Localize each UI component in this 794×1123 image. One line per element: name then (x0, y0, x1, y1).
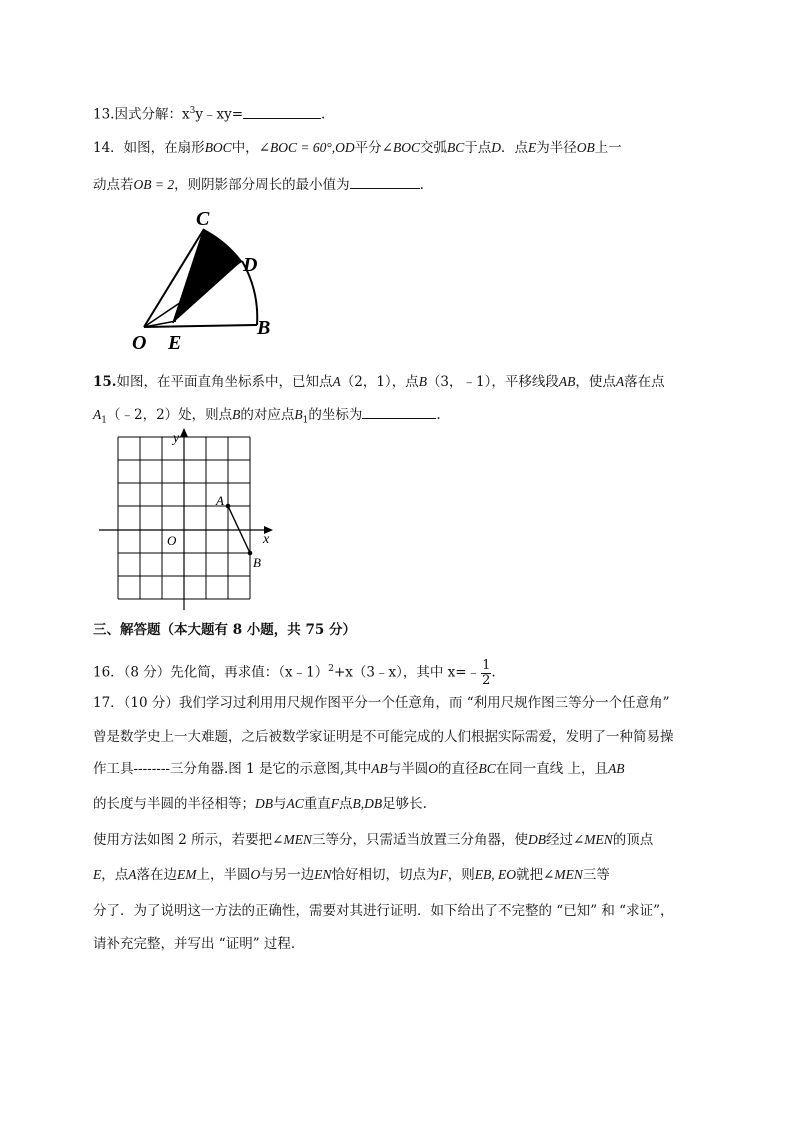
q14-radius: OB (576, 140, 595, 155)
q15-coord-a1: （﹣2，2） (106, 407, 179, 423)
q17-segment-db: DB (255, 796, 273, 811)
q17-text: 作工具--------三分角器.图 1 是它的示意图,其中 (93, 761, 372, 777)
q17-text: 点 (339, 796, 353, 812)
q17-text: 与 (273, 796, 287, 812)
q15-point-a-dot (226, 504, 231, 509)
q17-line-5 (93, 830, 653, 850)
q15-text: 处，则点 (178, 407, 233, 423)
q13-answer-blank[interactable] (243, 104, 321, 119)
q17-point-f: F (439, 867, 448, 882)
q14-label-d: D (243, 254, 258, 276)
q17-line-3 (93, 759, 625, 779)
q15-answer-blank[interactable] (362, 404, 436, 419)
q17-text: 的顶点 (612, 832, 654, 848)
q14-label-c: C (196, 208, 210, 230)
q17-line-7: 分了．为了说明这一方法的正确性，需要对其进行证明．如下给出了不完整的 “已知” 和 “求证”， (93, 903, 674, 919)
q17-line-6 (93, 865, 610, 885)
q17-text: 使用方法如图 2 所示，若要把 (93, 832, 273, 848)
q17-angle-men: ∠MEN (572, 832, 613, 847)
q15-point-b1: B (294, 407, 303, 422)
q17-segment-ab: AB (371, 761, 388, 776)
q15-text: 的坐标为 (308, 407, 363, 423)
q17-text: 落在边 (136, 867, 177, 883)
q16-text: 16．（8 分）先化简，再求值：（x﹣1） (93, 664, 329, 681)
q17-text: 重直 (303, 796, 331, 812)
q16-fraction (481, 659, 491, 688)
q17-text: 的长度与半圆的半径相等； (93, 796, 255, 812)
q17-text: 上，半圆 (196, 867, 251, 883)
q13-expr-a: x (181, 106, 190, 123)
q15-coord-a: （2，1） (340, 374, 392, 390)
q14-tail: . (419, 177, 424, 193)
q17-text: 经过 (545, 832, 573, 848)
q17-text: 三等分，只需适当放置三分角器，使 (311, 832, 528, 848)
q15-text: ，平移线段 (491, 374, 559, 390)
q15-tail: . (436, 407, 441, 423)
q14-text: 14．如图，在扇形 (93, 140, 205, 156)
q14-line-1 (93, 138, 622, 158)
q14-text: 于点 (464, 140, 492, 156)
q17-segment-bc: BC (478, 761, 496, 776)
q15-text: 落在点 (624, 374, 665, 390)
q15-point-a: A (615, 374, 625, 389)
q17-text: 的直径 (438, 761, 479, 777)
q14-radius-ob (144, 325, 257, 327)
q17-point-a: A (128, 867, 137, 882)
q17-side-en: EN (314, 867, 332, 882)
q14-text: 动点若 (93, 177, 134, 193)
q17-text: 三等 (582, 867, 610, 883)
q17-segments-eb-eo: EB, EO (474, 867, 517, 882)
q14-text: 平分 (354, 140, 382, 156)
q17-text: 与半圆 (387, 761, 429, 777)
q13-tail: . (321, 106, 326, 123)
q17-point-e: E (93, 867, 102, 882)
q14-label-o: O (132, 332, 147, 354)
q14-text: 交弧 (419, 140, 447, 156)
q16-fraction-numerator: 1 (482, 657, 491, 673)
q17-angle-men: ∠MEN (272, 832, 312, 847)
q14-angle-expr: ∠BOC = 60°,OD (258, 140, 355, 155)
q14-point-d: D (491, 140, 501, 155)
q16-tail: . (491, 664, 496, 681)
q14-label-e: E (168, 332, 182, 354)
q14-text: 为半径 (536, 140, 577, 156)
q14-sector-figure (118, 203, 290, 363)
q15-point-b: B (418, 374, 427, 389)
q16-text: +x（3﹣x），其中 x=﹣ (334, 664, 481, 681)
q14-text: ．点 (500, 140, 528, 156)
q13-line (93, 101, 325, 125)
q15-point-b-dot (248, 551, 253, 556)
q15-text: ，使点 (575, 374, 616, 390)
q17-text: ，点 (101, 867, 129, 883)
q15-point-b: B (232, 407, 241, 422)
q17-text: 与另一边 (260, 867, 315, 883)
q14-ob-value: OB = 2 (133, 177, 175, 192)
q15-text: 如图，在平面直角坐标系中，已知点 (116, 374, 333, 390)
q14-shaded-region (173, 229, 242, 323)
q14-label-b: B (257, 317, 271, 339)
q14-angle: ∠BOC (381, 140, 420, 155)
q17-text: 足够长. (382, 796, 427, 812)
q15-label-y: y (173, 431, 180, 446)
q15-point-a1: A (93, 407, 102, 422)
q17-point-f: F (330, 796, 340, 811)
section-3-heading: 三、解答题（本大题有 8 小题，共 75 分） (93, 622, 356, 638)
q14-text: ，则阴影部分周长的最小值为 (174, 177, 350, 193)
q17-angle-men: ∠MEN (543, 867, 583, 882)
q15-point-b1-sub: 1 (302, 415, 309, 426)
q15-y-axis-arrow (180, 428, 188, 437)
q14-point-e: E (527, 140, 537, 155)
q14-sector-name: BOC (204, 140, 232, 155)
q15-label-x: x (263, 532, 270, 547)
q17-point-o: O (428, 761, 438, 776)
q15-point-a1-sub: 1 (101, 415, 107, 426)
q13-expr-b: y﹣xy= (195, 106, 244, 123)
q15-coord-b: （3，﹣1） (426, 374, 492, 390)
q15-grid-figure (95, 426, 280, 612)
q15-text: ，点 (391, 374, 419, 390)
q17-text: ，则 (447, 867, 475, 883)
q14-line-2 (93, 174, 424, 195)
q17-line-8: 请补充完整，并写出 “证明” 过程． (93, 936, 305, 952)
q16-line (93, 654, 496, 688)
q14-answer-blank[interactable] (350, 174, 420, 189)
q13-exponent: 3 (189, 106, 196, 116)
q13-label: 13.因式分解： (93, 106, 182, 123)
q14-arc: BC (446, 140, 465, 155)
q17-text: 恰好相切，切点为 (331, 867, 440, 883)
q15-text: 的对应点 (240, 407, 295, 423)
q15-number: 15. (93, 374, 117, 390)
q17-line-4 (93, 794, 427, 814)
q17-text: 就把 (516, 867, 544, 883)
q16-exponent: 2 (328, 664, 334, 674)
q17-point-o: O (250, 867, 261, 882)
q15-line-1 (93, 372, 665, 392)
q15-label-b: B (253, 555, 261, 570)
q16-fraction-denominator: 2 (482, 672, 491, 688)
q17-line-2: 曾是数学史上一大难题，之后被数学家证明是不可能完成的人们根据实际需爱，发明了一种简易操 (93, 729, 674, 745)
q17-line-1: 17．（10 分）我们学习过利用用尺规作图平分一个任意角，而 “利用尺规作图三等分一个任意角” (93, 695, 670, 711)
q17-points-b-db: B,DB (352, 796, 383, 811)
q15-label-a: A (216, 493, 224, 508)
q17-side-em: EM (177, 867, 197, 882)
q17-segment-ab: AB (608, 761, 625, 776)
q15-point-a: A (332, 374, 341, 389)
q14-text: 中， (231, 140, 259, 156)
q17-text: 在同一直线 上，且 (495, 761, 609, 777)
q15-segment-ab: AB (558, 374, 576, 389)
q14-text: 上一 (594, 140, 622, 156)
q17-segment-ac: AC (286, 796, 304, 811)
q17-segment-db: DB (527, 832, 546, 847)
q15-label-o: O (167, 533, 177, 548)
